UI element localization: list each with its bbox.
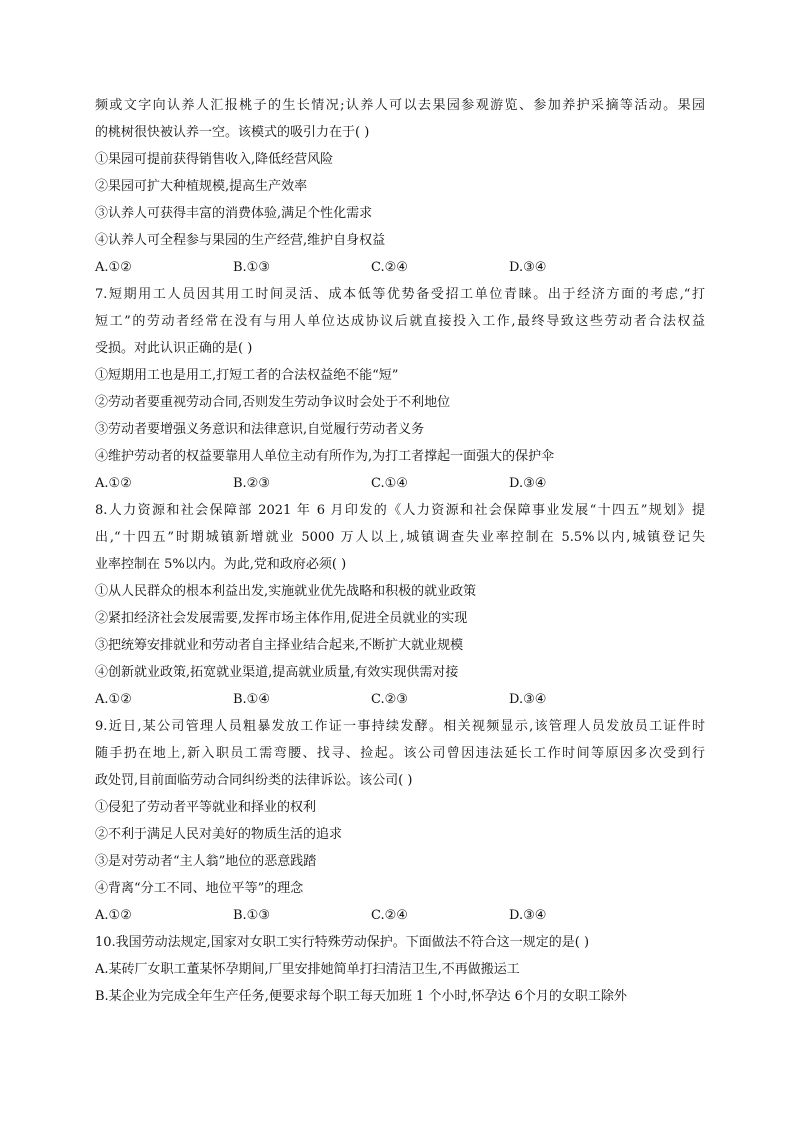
question-9: [95, 713, 705, 929]
choice-a: A.①②: [95, 476, 132, 491]
statement-option: ④创新就业政策,拓宽就业渠道,提高就业质量,有效实现供需对接: [95, 665, 459, 680]
choice-c: C.①④: [371, 476, 408, 491]
choice-a: A.①②: [95, 908, 132, 923]
statement-option: ③把统筹安排就业和劳动者自主择业结合起来,不断扩大就业规模: [95, 638, 464, 653]
question-stem-line: 9.近日,某公司管理人员粗暴发放工作证一事持续发酵。相关视频显示,该管理人员发放员工证件时: [95, 719, 705, 734]
question-stem-line: 10.我国劳动法规定,国家对女职工实行特殊劳动保护。下面做法不符合这一规定的是( ): [95, 935, 590, 950]
statement-option: ④认养人可全程参与果园的生产经营,维护自身权益: [95, 233, 386, 248]
answer-choices: [95, 254, 705, 281]
choice-c: C.②④: [371, 908, 408, 923]
exam-content: [95, 92, 705, 1010]
answer-choices: [95, 686, 705, 713]
question-stem-line: 随手扔在地上,新入职员工需弯腰、找寻、捡起。该公司曾因违法延长工作时间等原因多次受到行: [95, 746, 705, 761]
answer-choices: [95, 902, 705, 929]
question-stem-line: 的桃树很快被认养一空。该模式的吸引力在于( ): [95, 125, 370, 140]
choice-c: C.②④: [371, 260, 408, 275]
question-stem-line: 受损。对此认识正确的是( ): [95, 341, 253, 356]
answer-option-a: A.某砖厂女职工董某怀孕期间,厂里安排她简单打扫清洁卫生,不再做搬运工: [95, 962, 520, 977]
choice-c: C.②③: [371, 692, 408, 707]
choice-a: A.①②: [95, 260, 132, 275]
choice-a: A.①②: [95, 692, 132, 707]
question-stem-line: 政处罚,目前面临劳动合同纠纷类的法律诉讼。该公司( ): [95, 773, 413, 788]
statement-option: ③是对劳动者“主人翁”地位的恶意践踏: [95, 854, 317, 869]
choice-b: B.①③: [233, 908, 270, 923]
question-stem-line: 业率控制在 5%以内。为此,党和政府必须( ): [95, 557, 347, 572]
question-7: [95, 281, 705, 497]
choice-b: B.①③: [233, 260, 270, 275]
statement-option: ②不利于满足人民对美好的物质生活的追求: [95, 827, 343, 842]
choice-b: B.①④: [233, 692, 270, 707]
question-stem-line: 频或文字向认养人汇报桃子的生长情况;认养人可以去果园参观游览、参加养护采摘等活动。果园: [95, 98, 705, 113]
statement-option: ②劳动者要重视劳动合同,否则发生劳动争议时会处于不利地位: [95, 395, 451, 410]
statement-option: ②果园可扩大种植规模,提高生产效率: [95, 179, 308, 194]
choice-d: D.③④: [509, 908, 547, 923]
question-10: [95, 929, 705, 1010]
choice-b: B.②③: [233, 476, 270, 491]
statement-option: ④维护劳动者的权益要靠用人单位主动有所作为,为打工者撑起一面强大的保护伞: [95, 449, 555, 464]
choice-d: D.③④: [509, 260, 547, 275]
question-6: [95, 92, 705, 281]
answer-choices: [95, 470, 705, 497]
question-stem-line: 7.短期用工人员因其用工时间灵活、成本低等优势备受招工单位青睐。出于经济方面的考虑,“打: [95, 287, 705, 302]
statement-option: ③劳动者要增强义务意识和法律意识,自觉履行劳动者义务: [95, 422, 425, 437]
question-stem-line: 短工”的劳动者经常在没有与用人单位达成协议后就直接投入工作,最终导致这些劳动者合法权益: [95, 314, 705, 329]
statement-option: ③认养人可获得丰富的消费体验,满足个性化需求: [95, 206, 373, 221]
question-stem-line: 出,“十四五”时期城镇新增就业 5000 万人以上,城镇调查失业率控制在 5.5%以内,城镇登记失: [95, 530, 705, 545]
statement-option: ①从人民群众的根本利益出发,实施就业优先战略和积极的就业政策: [95, 584, 477, 599]
question-8: [95, 497, 705, 713]
choice-d: D.③④: [509, 692, 547, 707]
statement-option: ①果园可提前获得销售收入,降低经营风险: [95, 152, 334, 167]
statement-option: ①侵犯了劳动者平等就业和择业的权利: [95, 800, 317, 815]
statement-option: ②紧扣经济社会发展需要,发挥市场主体作用,促进全员就业的实现: [95, 611, 468, 626]
answer-option-b: B.某企业为完成全年生产任务,便要求每个职工每天加班 1 个小时,怀孕达 6个月的女职工除外: [95, 989, 627, 1004]
statement-option: ①短期用工也是用工,打短工者的合法权益绝不能“短”: [95, 368, 399, 383]
choice-d: D.③④: [509, 476, 547, 491]
question-stem-line: 8.人力资源和社会保障部 2021 年 6 月印发的《人力资源和社会保障事业发展“十四五”规划》提: [95, 503, 705, 518]
statement-option: ④背离“分工不同、地位平等”的理念: [95, 881, 304, 896]
